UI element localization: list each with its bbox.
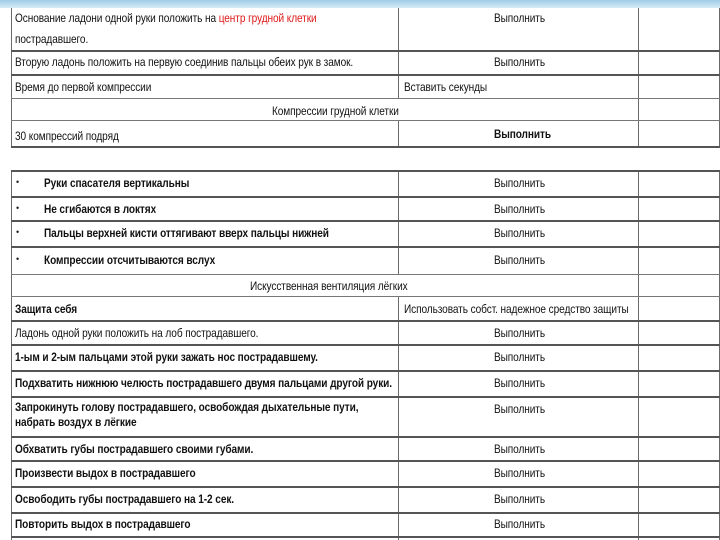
table-row-result: Выполнить: [494, 376, 546, 390]
table-row-action: Компрессии отсчитываются вслух: [44, 253, 216, 267]
table-row-action: Запрокинуть голову пострадавшего, освобождая дыхательные пути, набрать воздух в лёгкие: [15, 400, 359, 429]
table-row-action: Подхватить нижнюю челюсть пострадавшего двумя пальцами другой руки.: [15, 376, 393, 390]
table-row-result: Выполнить: [494, 517, 546, 531]
top-table-col-divider: [638, 8, 639, 148]
row-divider: [11, 74, 720, 76]
row-divider: [11, 320, 720, 322]
table-row-action: 30 компрессий подряд: [15, 129, 119, 143]
table-row-action: Защита себя: [15, 302, 78, 316]
table-row-result: Выполнить: [494, 176, 546, 190]
row-divider: [11, 536, 720, 538]
section-header: Искусственная вентиляция лёгких: [250, 279, 408, 293]
row-divider: [11, 296, 720, 297]
row-divider: [11, 460, 720, 462]
table-row-result: Выполнить: [494, 127, 551, 141]
highlighted-action-text: центр грудной клетки: [218, 11, 317, 25]
row-divider: [11, 344, 720, 346]
table-row-result: Использовать собст. надежное средство защиты: [404, 302, 629, 316]
table-row-action: [15, 11, 317, 26]
top-table-col-divider: [398, 8, 399, 98]
row-divider: [11, 246, 720, 248]
row-divider: [11, 486, 720, 488]
table-row-action: Ладонь одной руки положить на лоб пострадавшего.: [15, 326, 259, 340]
bullet-marker: •: [16, 227, 20, 237]
table-row-action: 1-ым и 2-ым пальцами этой руки зажать нос пострадавшему.: [15, 350, 318, 364]
bullet-marker: •: [16, 254, 20, 264]
table-row-result: Выполнить: [494, 253, 546, 267]
row-divider: [11, 396, 720, 398]
table-row-result: Вставить секунды: [404, 80, 488, 94]
table-row-result: Выполнить: [494, 11, 546, 25]
row-divider: [11, 220, 720, 222]
section-header: Компрессии грудной клетки: [272, 104, 399, 118]
table-row-result: Выполнить: [494, 350, 546, 364]
bullet-marker: •: [16, 203, 20, 213]
row-divider: [11, 512, 720, 514]
row-divider: [11, 98, 720, 99]
table-row-result: Выполнить: [494, 402, 546, 416]
table-row-result: Выполнить: [494, 442, 546, 456]
row-divider: [11, 120, 720, 121]
table-row-result: Выполнить: [494, 202, 546, 216]
table-row-action: Время до первой компрессии: [15, 80, 152, 94]
row-divider: [11, 196, 720, 198]
action-text: Основание ладони одной руки положить на: [15, 11, 219, 25]
table-row-action: Повторить выдох в пострадавшего: [15, 517, 191, 531]
table-row-result: Выполнить: [494, 226, 546, 240]
table-row-result: Выполнить: [494, 492, 546, 506]
top-table-left-border: [11, 8, 12, 148]
bullet-marker: •: [16, 177, 20, 187]
row-divider: [11, 146, 720, 148]
table-row-action: Освободить губы пострадавшего на 1-2 сек.: [15, 492, 235, 506]
bottom-table-col-divider: [638, 170, 639, 540]
table-row-result: Выполнить: [494, 466, 546, 480]
row-divider: [11, 170, 720, 172]
table-row-action: Руки спасателя вертикальны: [44, 176, 190, 190]
table-row-action: Пальцы верхней кисти оттягивают вверх пальцы нижней: [44, 226, 329, 240]
table-row-result: Выполнить: [494, 55, 546, 69]
bottom-table-col-divider: [398, 170, 399, 274]
bottom-table-col-divider: [398, 296, 399, 540]
row-divider: [11, 436, 720, 438]
row-divider: [11, 370, 720, 372]
table-row-action: Произвести выдох в пострадавшего: [15, 466, 196, 480]
row-divider: [11, 50, 720, 52]
bottom-table-left-border: [11, 170, 12, 540]
row-divider: [11, 274, 720, 275]
table-row-result: Выполнить: [494, 326, 546, 340]
top-table-col-divider: [398, 120, 399, 148]
table-row-action: Не сгибаются в локтях: [44, 202, 157, 216]
table-row-action: Обхватить губы пострадавшего своими губами.: [15, 442, 254, 456]
table-row-action-continued: пострадавшего.: [15, 32, 89, 46]
table-row-action: Вторую ладонь положить на первую соединив пальцы обеих рук в замок.: [15, 55, 354, 69]
